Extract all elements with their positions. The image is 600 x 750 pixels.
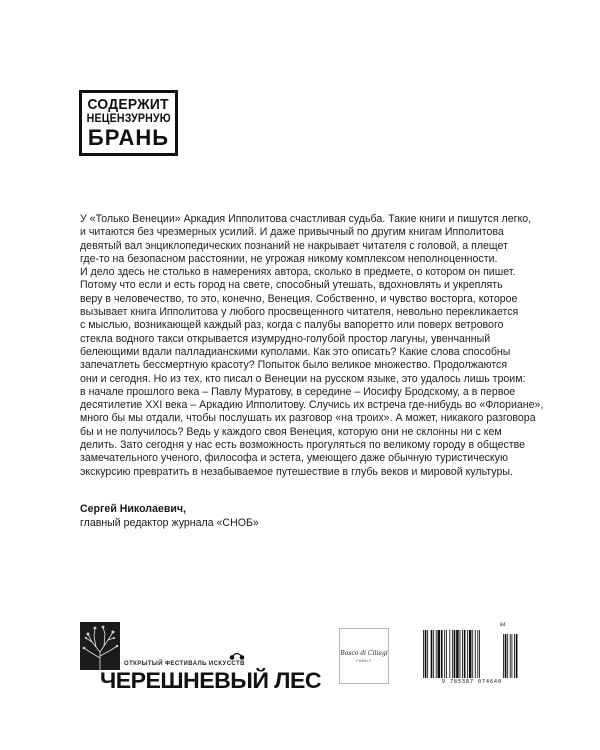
text-line: десятилетие XXI века – Аркадию Ипполитову. Случись их встреча где-нибудь во «Флориане», — [80, 399, 544, 412]
festival-tagline: ОТКРЫТЫЙ ФЕСТИВАЛЬ ИСКУССТВ — [124, 661, 245, 667]
text-line: экскурсию превратить в незабываемое путешествие в глубь веков и мировой культуры. — [80, 465, 513, 478]
text-line: они и сегодня. Но из тех, кто писал о Венеции на русском языке, это удалось лишь троим: — [80, 372, 526, 385]
text-line: веру в человечество, то это, конечно, Венеция. Собственно, и чувство восторга, которое — [80, 292, 518, 305]
barcode — [423, 628, 521, 684]
content-warning-box — [79, 90, 178, 156]
signature-title: главный редактор журнала «СНОБ» — [80, 517, 259, 529]
festival-title: ЧЕРЕШНЕВЫЙ ЛЕС — [100, 668, 322, 693]
text-line: У «Только Венеции» Аркадия Ипполитова счастливая судьба. Такие книги и пишутся легко, — [80, 213, 532, 225]
text-line: стекла водного такси открывается изумрудно-голубой простор лагуны, увенчанный — [80, 332, 491, 345]
signature — [80, 502, 259, 530]
text-line: белеющими вдали палладианскими куполами. Как это описать? Какие слова способны — [80, 345, 511, 358]
text-line: запечатлеть бессмертную красоту? Попыток было великое множество. Продолжаются — [80, 359, 508, 372]
text-line: И дело здесь не столько в намерениях автора, сколько в предмете, о котором он пишет. — [80, 266, 516, 279]
warning-line-1: СОДЕРЖИТ — [87, 95, 170, 113]
text-line: где-то на безопасном расстоянии, не угрожая никому комплексом неполноценности. — [80, 252, 498, 265]
partner-name: Bosco di Ciliegi — [340, 649, 388, 657]
barcode-addon: 04 — [500, 623, 506, 628]
warning-line-2: НЕЦЕНЗУРНУЮ — [86, 112, 171, 125]
text-line: бы и не получилось? Ведь у каждого своя Венеция, которую они не склонны ни с кем — [80, 425, 502, 438]
text-line: с мыслью, возникающей каждый раз, когда с палубы вапоретто или поверх ветрового — [80, 319, 504, 332]
text-line: Потому что если и есть город на свете, способный утешать, вдохновлять и укреплять — [80, 279, 503, 292]
barcode-number: 9 785387 074640 — [441, 679, 503, 685]
text-line: делить. Зато сегодня у нас есть возможность прогуляться по великому городу в обществе — [80, 439, 526, 452]
cherry-icon — [229, 650, 245, 660]
tree-logo-icon — [80, 622, 120, 670]
warning-line-3: БРАНЬ — [87, 125, 170, 151]
signature-name: Сергей Николаевич, — [80, 503, 186, 515]
text-line: замечательного ученого, философа и эстета, умеющего даже обычную туристическую — [80, 452, 508, 465]
text-line: и читаются без чрезмерных усилий. И даже привычный по другим книгам Ипполитова — [80, 226, 504, 239]
text-line: много бы мы отдали, чтобы послушать их разговор «на троих». А может, никакого разговора — [80, 412, 536, 425]
partner-sub: FAMILY — [356, 658, 372, 663]
annotation-text — [80, 213, 544, 479]
text-line: девятый вал энциклопедических познаний не накрывает читателя с головой, а плещет — [80, 239, 508, 252]
text-line: в начале прошлого века – Павлу Муратову, в середине – Иосифу Бродскому, а в первое — [80, 385, 516, 398]
text-line: вызывает книга Ипполитова у любого просвещенного читателя, невольно перекликается — [80, 306, 519, 319]
partner-logo — [339, 628, 389, 684]
